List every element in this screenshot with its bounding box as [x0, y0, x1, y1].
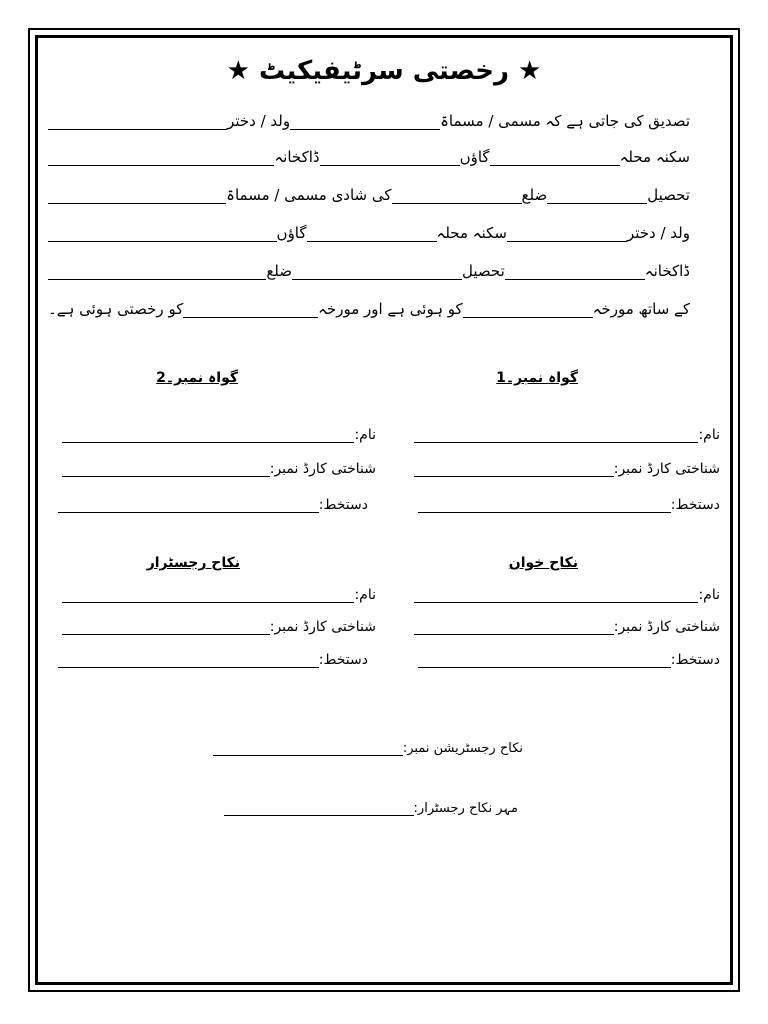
witness2-cnic-label: شناختی کارڈ نمبر:	[269, 461, 376, 477]
registrar-stamp-field	[224, 801, 518, 816]
row2-blank-2[interactable]	[320, 151, 460, 166]
body-row-3	[48, 186, 690, 204]
nikah-khwan-cnic-field	[414, 619, 720, 635]
nikah-registrar-name-label: نام:	[354, 587, 376, 603]
row2-blank-1[interactable]	[490, 151, 620, 166]
witness1-sign-label: دستخط:	[670, 497, 720, 513]
row3-text-2: ضلع	[521, 186, 548, 204]
row4-blank-3[interactable]	[48, 227, 277, 242]
body-row-1	[48, 112, 690, 130]
nikah-khwan-heading: نکاح خوان	[508, 555, 578, 571]
row3-blank-2[interactable]	[392, 189, 522, 204]
row6-text-2: کو ہوئی ہے اور مورخہ	[318, 300, 463, 318]
witness2-sign-label: دستخط:	[318, 497, 368, 513]
body-row-5	[48, 262, 690, 280]
row2-text-3: ڈاکخانہ	[274, 148, 320, 166]
row4-text-1: ولد / دختر	[626, 224, 690, 242]
row1-text-2: ولد / دختر	[227, 112, 291, 130]
row6-blank-2[interactable]	[183, 303, 318, 318]
nikah-registrar-cnic-blank[interactable]	[62, 620, 270, 635]
witness2-cnic-blank[interactable]	[62, 462, 270, 477]
witness2-sign-blank[interactable]	[58, 498, 319, 513]
row5-text-3: ضلع	[266, 262, 293, 280]
row5-blank-1[interactable]	[505, 265, 645, 280]
witness1-name-label: نام:	[698, 427, 720, 443]
nikah-registrar-sign-label: دستخط:	[318, 652, 368, 668]
row6-text-3: کو رخصتی ہوئی ہے۔	[48, 300, 184, 318]
nikah-registrar-sign-field	[58, 652, 368, 668]
witness2-cnic-field	[62, 461, 376, 477]
witness1-cnic-label: شناختی کارڈ نمبر:	[613, 461, 720, 477]
registrar-stamp-blank[interactable]	[224, 801, 414, 816]
row4-blank-2[interactable]	[307, 227, 437, 242]
body-row-2	[48, 148, 690, 166]
witness1-sign-field	[418, 497, 720, 513]
row3-blank-1[interactable]	[547, 189, 647, 204]
witness1-cnic-field	[414, 461, 720, 477]
body-row-6	[48, 300, 690, 318]
row5-blank-3[interactable]	[48, 265, 266, 280]
nikah-khwan-sign-blank[interactable]	[418, 653, 671, 668]
row6-blank-1[interactable]	[463, 303, 593, 318]
witness2-name-blank[interactable]	[62, 428, 354, 443]
witness1-name-field	[414, 427, 720, 443]
row4-text-3: گاؤں	[276, 224, 307, 242]
certificate-title: ★ رخصتی سرٹیفیکیٹ ★	[226, 56, 542, 86]
nikah-khwan-name-blank[interactable]	[414, 588, 698, 603]
row1-text-1: تصدیق کی جاتی ہے کہ مسمی / مسماۃ	[440, 112, 690, 130]
row3-text-1: تحصیل	[647, 186, 690, 204]
row1-blank-2[interactable]	[48, 115, 227, 130]
witness1-name-blank[interactable]	[414, 428, 698, 443]
nikah-khwan-name-field	[414, 587, 720, 603]
witness2-sign-field	[58, 497, 368, 513]
row5-text-2: تحصیل	[462, 262, 505, 280]
nikah-registrar-heading: نکاح رجسٹرار	[146, 555, 240, 571]
nikah-khwan-sign-label: دستخط:	[670, 652, 720, 668]
nikah-khwan-cnic-label: شناختی کارڈ نمبر:	[613, 619, 720, 635]
nikah-registrar-cnic-field	[62, 619, 376, 635]
registration-number-field	[213, 741, 523, 756]
nikah-registrar-name-field	[62, 587, 376, 603]
nikah-khwan-cnic-blank[interactable]	[414, 620, 614, 635]
nikah-khwan-sign-field	[418, 652, 720, 668]
witness2-name-label: نام:	[354, 427, 376, 443]
row6-text-1: کے ساتھ مورخہ	[592, 300, 690, 318]
row4-blank-1[interactable]	[507, 227, 627, 242]
row3-text-3: کی شادی مسمی / مسماۃ	[226, 186, 392, 204]
row1-blank-1[interactable]	[290, 115, 440, 130]
row2-text-1: سکنہ محلہ	[619, 148, 690, 166]
witness1-sign-blank[interactable]	[418, 498, 671, 513]
witness2-heading: گواہ نمبر۔2	[156, 370, 238, 386]
nikah-khwan-name-label: نام:	[698, 587, 720, 603]
row2-text-2: گاؤں	[459, 148, 490, 166]
registrar-stamp-label: مہر نکاح رجسٹرار:	[413, 801, 518, 816]
nikah-registrar-name-blank[interactable]	[62, 588, 354, 603]
row5-text-1: ڈاکخانہ	[644, 262, 690, 280]
registration-number-blank[interactable]	[213, 741, 403, 756]
nikah-registrar-sign-blank[interactable]	[58, 653, 319, 668]
row5-blank-2[interactable]	[292, 265, 462, 280]
witness2-name-field	[62, 427, 376, 443]
body-row-4	[48, 224, 690, 242]
row4-text-2: سکنہ محلہ	[436, 224, 507, 242]
registration-number-label: نکاح رجسٹریشن نمبر:	[402, 741, 523, 756]
witness1-heading: گواہ نمبر۔1	[496, 370, 578, 386]
nikah-registrar-cnic-label: شناختی کارڈ نمبر:	[269, 619, 376, 635]
row2-blank-3[interactable]	[48, 151, 274, 166]
witness1-cnic-blank[interactable]	[414, 462, 614, 477]
row3-blank-3[interactable]	[48, 189, 226, 204]
